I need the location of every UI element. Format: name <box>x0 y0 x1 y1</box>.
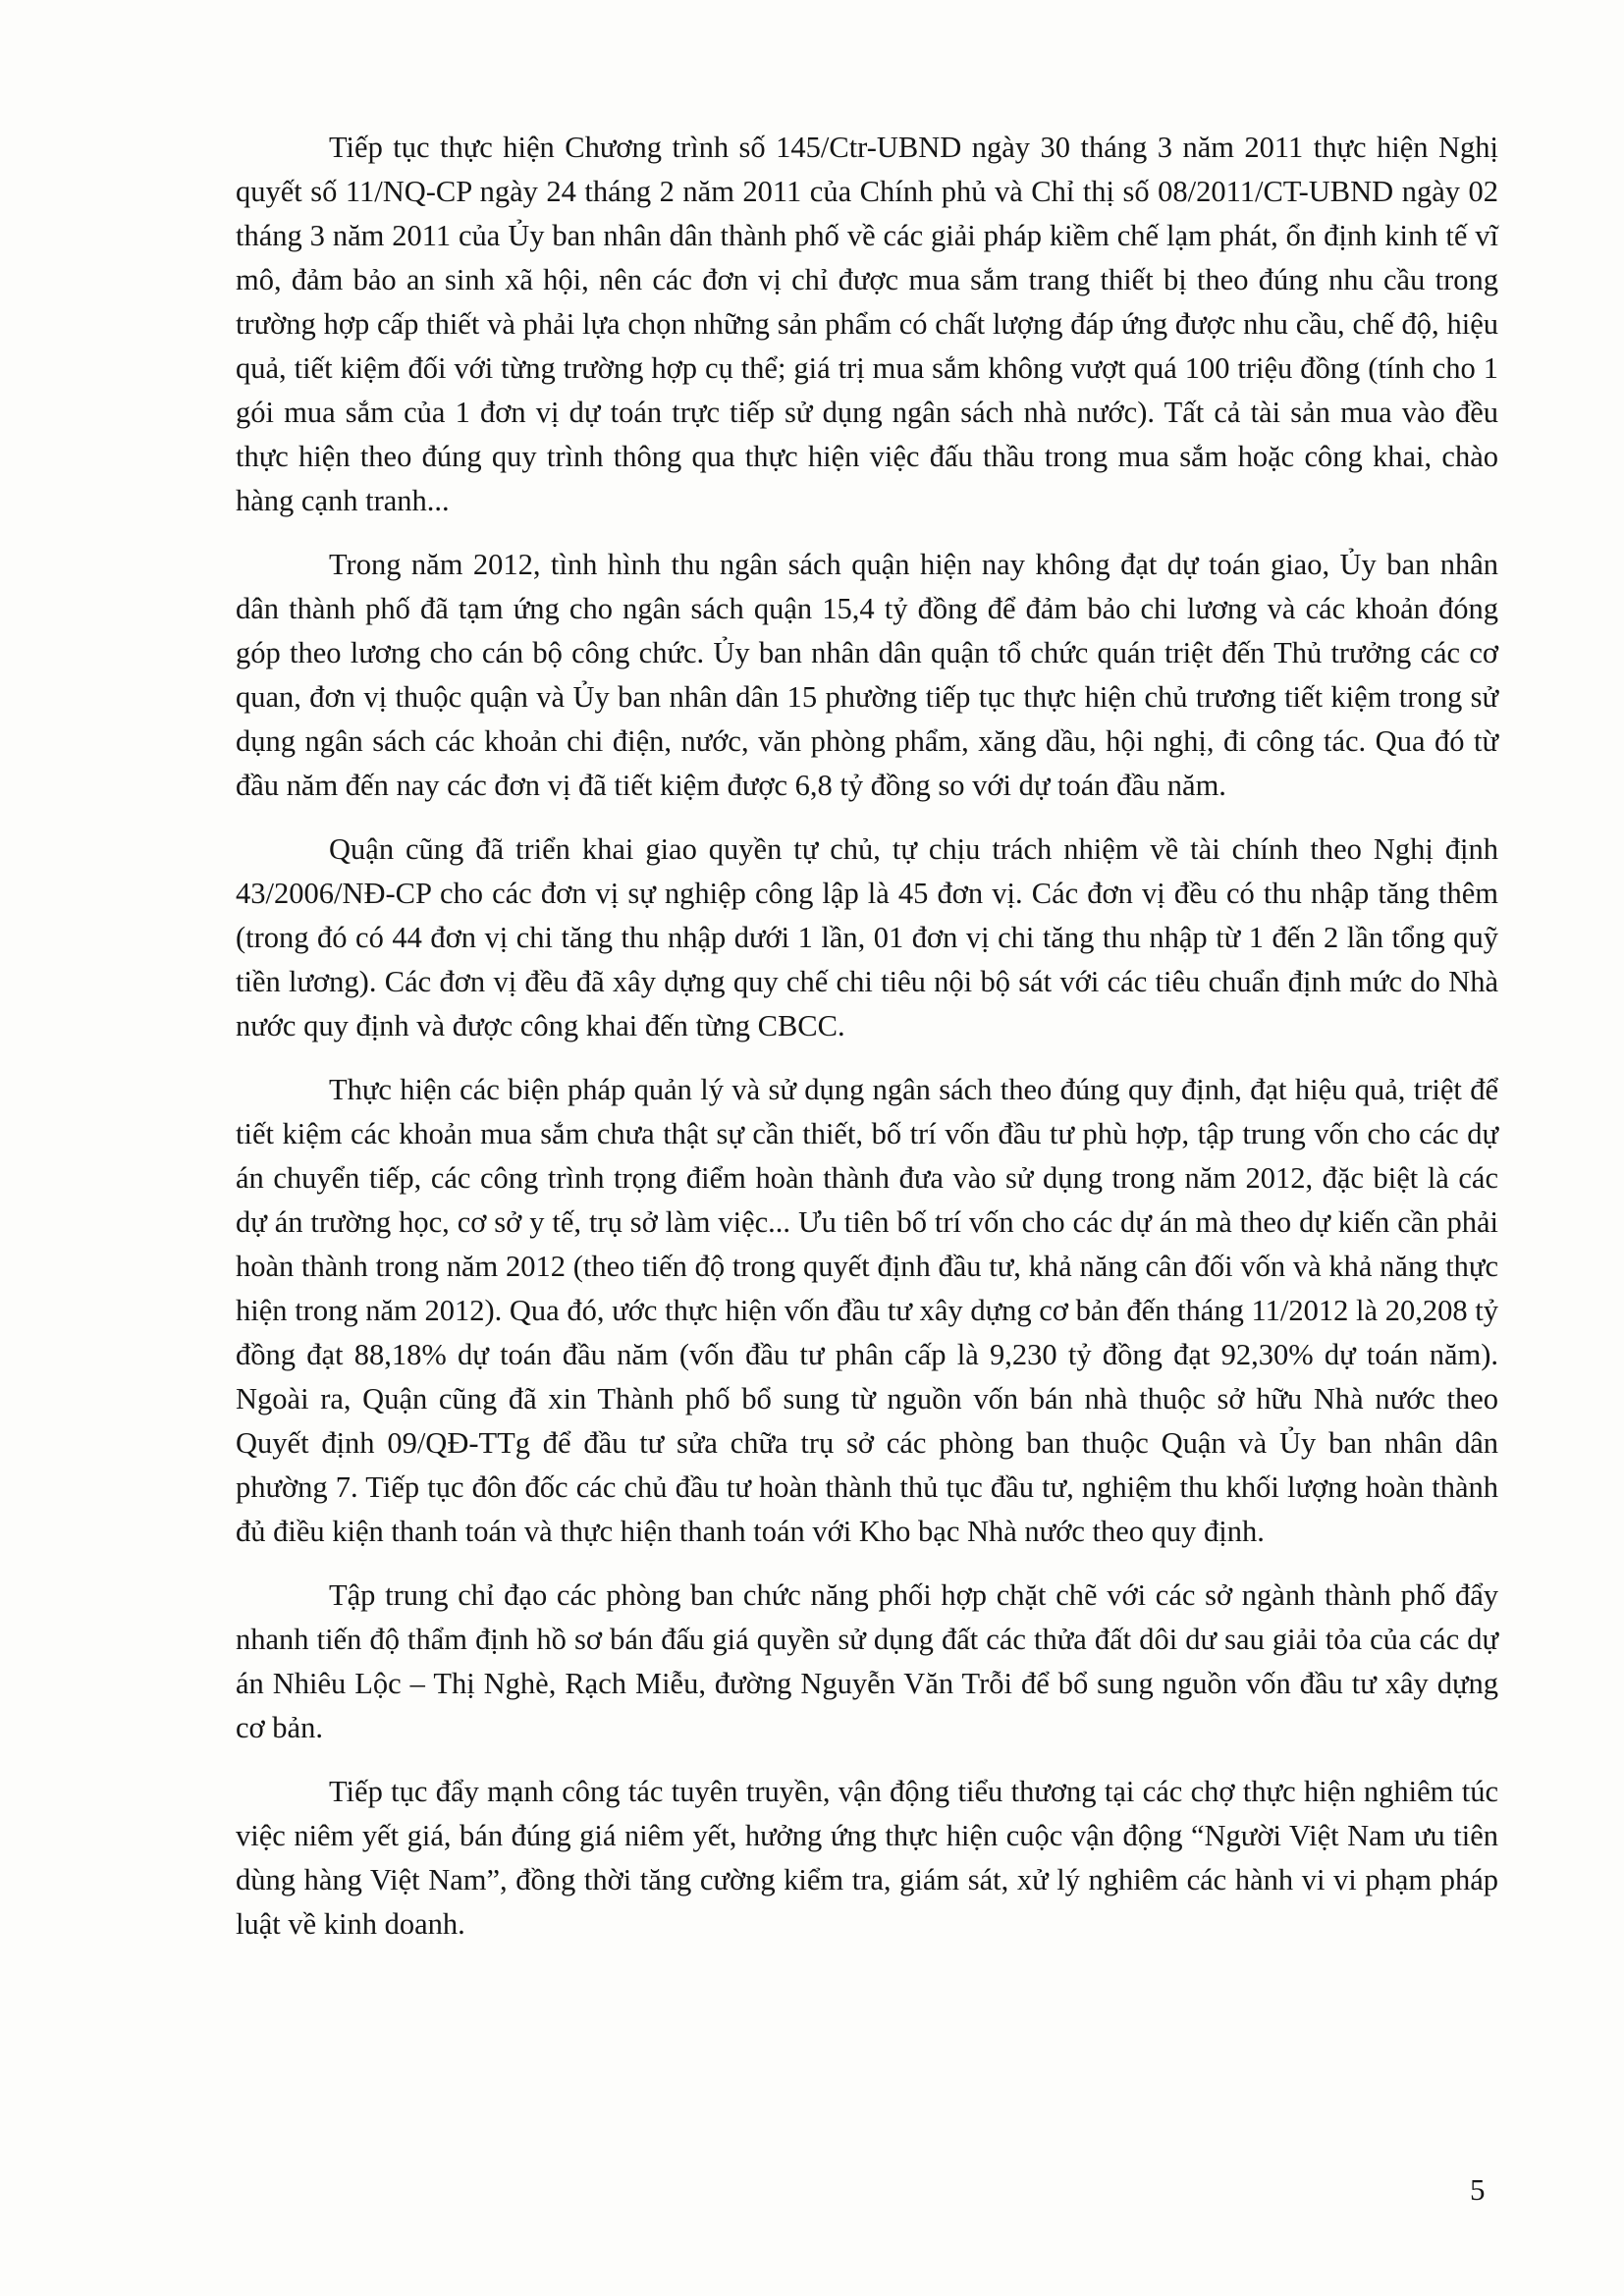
paragraph-land-auction: Tập trung chỉ đạo các phòng ban chức năng phối hợp chặt chẽ với các sở ngành thành phố đẩy nhanh tiến độ thẩm định hồ sơ bán đấu giá quyền sử dụng đất các thửa đất dôi dư sau giải tỏa của các dự án Nhiêu Lộc – Thị Nghè, Rạch Miễu, đường Nguyễn Văn Trỗi để bổ sung nguồn vốn đầu tư xây dựng cơ bản. <box>236 1578 1498 1744</box>
paragraph-budget-revenue: Trong năm 2012, tình hình thu ngân sách quận hiện nay không đạt dự toán giao, Ủy ban nhân dân thành phố đã tạm ứng cho ngân sách quận 15,4 tỷ đồng để đảm bảo chi lương và các khoản đóng góp theo lương cho cán bộ công chức. Ủy ban nhân dân quận tổ chức quán triệt đến Thủ trưởng các cơ quan, đơn vị thuộc quận và Ủy ban nhân dân 15 phường tiếp tục thực hiện chủ trương tiết kiệm trong sử dụng ngân sách các khoản chi điện, nước, văn phòng phẩm, xăng dầu, hội nghị, đi công tác. Qua đó từ đầu năm đến nay các đơn vị đã tiết kiệm được 6,8 tỷ đồng so với dự toán đầu năm. <box>236 548 1498 802</box>
document-body <box>236 126 1498 1947</box>
paragraph-financial-autonomy: Quận cũng đã triển khai giao quyền tự chủ, tự chịu trách nhiệm về tài chính theo Nghị định 43/2006/NĐ-CP cho các đơn vị sự nghiệp công lập là 45 đơn vị. Các đơn vị đều có thu nhập tăng thêm (trong đó có 44 đơn vị chi tăng thu nhập dưới 1 lần, 01 đơn vị chi tăng thu nhập từ 1 đến 2 lần tổng quỹ tiền lương). Các đơn vị đều đã xây dựng quy chế chi tiêu nội bộ sát với các tiêu chuẩn định mức do Nhà nước quy định và được công khai đến từng CBCC. <box>236 832 1498 1042</box>
page-number: 5 <box>1470 2172 1486 2207</box>
paragraph-market-propaganda: Tiếp tục đẩy mạnh công tác tuyên truyền, vận động tiểu thương tại các chợ thực hiện nghiêm túc việc niêm yết giá, bán đúng giá niêm yết, hưởng ứng thực hiện cuộc vận động “Người Việt Nam ưu tiên dùng hàng Việt Nam”, đồng thời tăng cường kiểm tra, giám sát, xử lý nghiêm các hành vi vi phạm pháp luật về kinh doanh. <box>236 1775 1498 1941</box>
paragraph-procurement: Tiếp tục thực hiện Chương trình số 145/Ctr-UBND ngày 30 tháng 3 năm 2011 thực hiện Nghị quyết số 11/NQ-CP ngày 24 tháng 2 năm 2011 của Chính phủ và Chỉ thị số 08/2011/CT-UBND ngày 02 tháng 3 năm 2011 của Ủy ban nhân dân thành phố về các giải pháp kiềm chế lạm phát, ổn định kinh tế vĩ mô, đảm bảo an sinh xã hội, nên các đơn vị chỉ được mua sắm trang thiết bị theo đúng nhu cầu trong trường hợp cấp thiết và phải lựa chọn những sản phẩm có chất lượng đáp ứng được nhu cầu, chế độ, hiệu quả, tiết kiệm đối với từng trường hợp cụ thể; giá trị mua sắm không vượt quá 100 triệu đồng (tính cho 1 gói mua sắm của 1 đơn vị dự toán trực tiếp sử dụng ngân sách nhà nước). Tất cả tài sản mua vào đều thực hiện theo đúng quy trình thông qua thực hiện việc đấu thầu trong mua sắm hoặc công khai, chào hàng cạnh tranh... <box>236 131 1498 517</box>
paragraph-capital-investment: Thực hiện các biện pháp quản lý và sử dụng ngân sách theo đúng quy định, đạt hiệu quả, triệt để tiết kiệm các khoản mua sắm chưa thật sự cần thiết, bố trí vốn đầu tư phù hợp, tập trung vốn cho các dự án chuyển tiếp, các công trình trọng điểm hoàn thành đưa vào sử dụng trong năm 2012, đặc biệt là các dự án trường học, cơ sở y tế, trụ sở làm việc... Ưu tiên bố trí vốn cho các dự án mà theo dự kiến cần phải hoàn thành trong năm 2012 (theo tiến độ trong quyết định đầu tư, khả năng cân đối vốn và khả năng thực hiện trong năm 2012). Qua đó, ước thực hiện vốn đầu tư xây dựng cơ bản đến tháng 11/2012 là 20,208 tỷ đồng đạt 88,18% dự toán đầu năm (vốn đầu tư phân cấp là 9,230 tỷ đồng đạt 92,30% dự toán năm). Ngoài ra, Quận cũng đã xin Thành phố bổ sung từ nguồn vốn bán nhà thuộc sở hữu Nhà nước theo Quyết định 09/QĐ-TTg để đầu tư sửa chữa trụ sở các phòng ban thuộc Quận và Ủy ban nhân dân phường 7. Tiếp tục đôn đốc các chủ đầu tư hoàn thành thủ tục đầu tư, nghiệm thu khối lượng hoàn thành đủ điều kiện thanh toán và thực hiện thanh toán với Kho bạc Nhà nước theo quy định. <box>236 1073 1498 1548</box>
